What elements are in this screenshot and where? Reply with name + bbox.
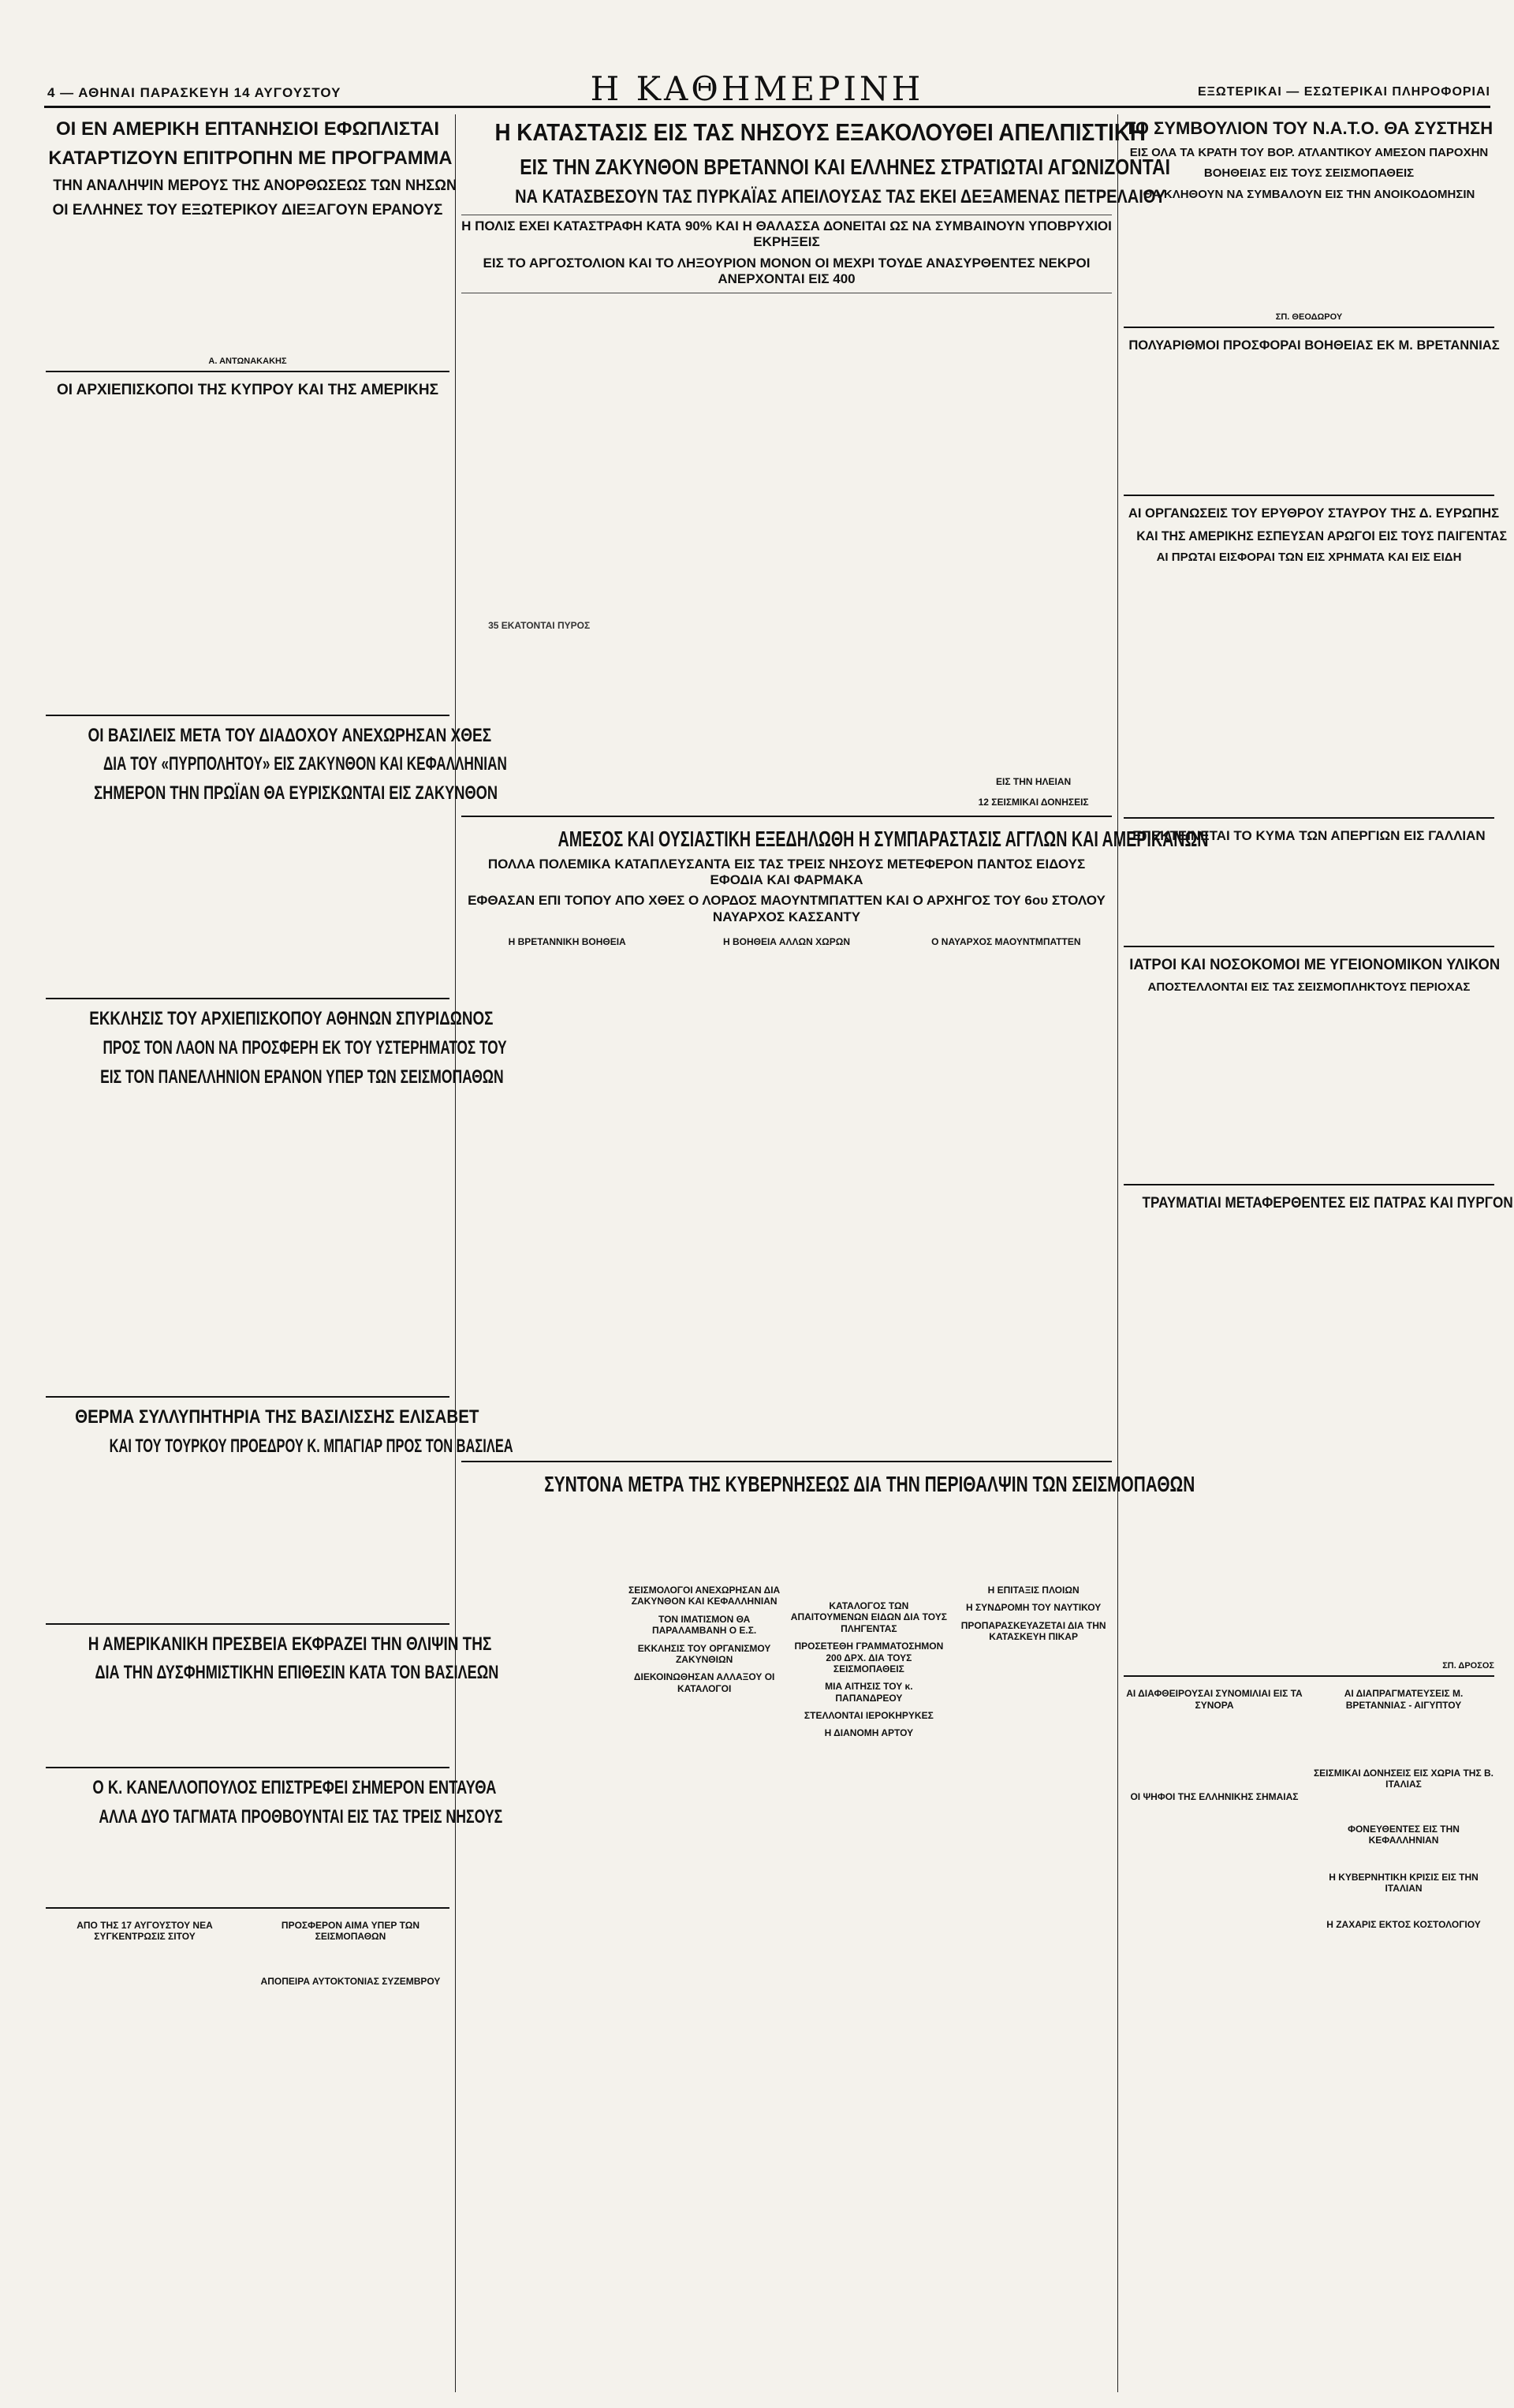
article-body (461, 1742, 1112, 1963)
section-rule (46, 371, 449, 372)
article-body (1313, 1934, 1494, 1950)
headline: Η ΑΜΕΡΙΚΑΝΙΚΗ ΠΡΕΣΒΕΙΑ ΕΚΦΡΑΖΕΙ ΤΗΝ ΘΛΙΨΙΝ ΤΗΣ (88, 1633, 492, 1655)
headline: ΑΠΟΣΤΕΛΛΟΝΤΑΙ ΕΙΣ ΤΑΣ ΣΕΙΣΜΟΠΛΗΚΤΟΥΣ ΠΕΡΙΟΧΑΣ (1147, 980, 1471, 995)
headline: ΟΙ ΕΝ ΑΜΕΡΙΚΗ ΕΠΤΑΝΗΣΙΟΙ ΕΦΩΠΛΙΣΤΑΙ (56, 118, 439, 140)
deck: ΕΦΘΑΣΑΝ ΕΠΙ ΤΟΠΟΥ ΑΠΟ ΧΘΕΣ Ο ΛΟΡΔΟΣ ΜΑΟΥΝΤΜΠΑΤΤΕΝ ΚΑΙ Ο ΑΡΧΗΓΟΣ ΤΟΥ 6ου ΣΤΟΛΟΥ ΝΑΥΑΡΧΟΣ ΚΑΣΣΑΝΤΥ (468, 893, 1106, 924)
subhead: ΕΙΣ ΤΗΝ ΗΛΕΙΑΝ (996, 775, 1072, 787)
section-rule (1124, 1675, 1494, 1677)
subhead: ΕΚΚΛΗΣΙΣ ΤΟΥ ΟΡΓΑΝΙΣΜΟΥ ΖΑΚΥΝΘΙΩΝ (637, 1642, 771, 1665)
masthead-date: 4 — ΑΘΗΝΑΙ ΠΑΡΑΣΚΕΥΗ 14 ΑΥΓΟΥΣΤΟΥ (47, 85, 341, 100)
article-body (46, 402, 449, 710)
headline: ΤΡΑΥΜΑΤΙΑΙ ΜΕΤΑΦΕΡΘΕΝΤΕΣ ΕΙΣ ΠΑΤΡΑΣ ΚΑΙ ΠΥΡΓΟΝ (1142, 1195, 1513, 1211)
headline: ΑΛΛΑ ΔΥΟ ΤΑΓΜΑΤΑ ΠΡΟΘΒΟΥΝΤΑΙ ΕΙΣ ΤΑΣ ΤΡΕΙΣ ΝΗΣΟΥΣ (99, 1806, 503, 1828)
headline: ΑΙ ΟΡΓΑΝΩΣΕΙΣ ΤΟΥ ΕΡΥΘΡΟΥ ΣΤΑΥΡΟΥ ΤΗΣ Δ. ΕΥΡΩΠΗΣ (1128, 506, 1500, 521)
article-body (46, 1092, 449, 1391)
headline: ΕΚΚΛΗΣΙΣ ΤΟΥ ΑΡΧΙΕΠΙΣΚΟΠΟΥ ΑΘΗΝΩΝ ΣΠΥΡΙΔΩΝΟΣ (89, 1008, 494, 1030)
headline: Η ΖΑΧΑΡΙΣ ΕΚΤΟΣ ΚΟΣΤΟΛΟΓΙΟΥ (1326, 1919, 1481, 1931)
subhead: ΚΑΤΑΛΟΓΟΣ ΤΩΝ ΑΠΑΙΤΟΥΜΕΝΩΝ ΕΙΔΩΝ ΔΙΑ ΤΟΥΣ ΠΛΗΓΕΝΤΑΣ (790, 1600, 947, 1634)
headline: ΠΡΟΣΦΕΡΟΝ ΑΙΜΑ ΥΠΕΡ ΤΩΝ ΣΕΙΣΜΟΠΑΘΩΝ (281, 1920, 420, 1943)
headline: ΦΟΝΕΥΘΕΝΤΕΣ ΕΙΣ ΤΗΝ ΚΕΦΑΛΛΗΝΙΑΝ (1348, 1823, 1460, 1846)
lead-subheadline: ΝΑ ΚΑΤΑΣΒΕΣΟΥΝ ΤΑΣ ΠΥΡΚΑΪΑΣ ΑΠΕΙΛΟΥΣΑΣ ΤΑΣ ΕΚΕΙ ΔΕΞΑΜΕΝΑΣ ΠΕΤΡΕΛΑΙΟΥ (515, 186, 1166, 208)
box-grain (46, 1913, 244, 2022)
middle-column (461, 114, 1209, 2392)
subheadline: ΤΗΝ ΑΝΑΛΗΨΙΝ ΜΕΡΟΥΣ ΤΗΣ ΑΝΟΡΘΩΣΕΩΣ ΤΩΝ ΝΗΣΩΝ (53, 177, 457, 194)
lead-headline: Η ΚΑΤΑΣΤΑΣΙΣ ΕΙΣ ΤΑΣ ΝΗΣΟΥΣ ΕΞΑΚΟΛΟΥΘΕΙ ΑΠΕΛΠΙΣΤΙΚΗ (494, 118, 1147, 146)
headline: ΤΟ ΣΥΜΒΟΥΛΙΟΝ ΤΟΥ Ν.Α.Τ.Ο. ΘΑ ΣΥΣΤΗΣΗ (1124, 118, 1493, 138)
article-body (252, 1990, 449, 2022)
headline: Ο Κ. ΚΑΝΕΛΛΟΠΟΥΛΟΣ ΕΠΙΣΤΡΕΦΕΙ ΣΗΜΕΡΟΝ ΕΝΤΑΥΘΑ (92, 1777, 497, 1799)
section-label: ΕΞΩΤΕΡΙΚΑΙ — ΕΣΩΤΕΡΙΚΑΙ ΠΛΗΡΟΦΟΡΙΑΙ (1197, 85, 1490, 99)
article-body (461, 297, 1112, 770)
subheadline: ΟΙ ΕΛΛΗΝΕΣ ΤΟΥ ΕΞΩΤΕΡΙΚΟΥ ΔΙΕΞΑΓΟΥΝ ΕΡΑΝΟΥΣ (52, 202, 443, 219)
headline: ΑΠΟ ΤΗΣ 17 ΑΥΓΟΥΣΤΟΥ ΝΕΑ ΣΥΓΚΕΝΤΡΩΣΙΣ ΣΙΤΟΥ (76, 1920, 213, 1943)
box-blood (252, 1913, 449, 2022)
section-rule (46, 715, 449, 716)
section-rule (46, 1907, 449, 1909)
subhead: Η ΕΠΙΤΑΞΙΣ ΠΛΟΙΩΝ (987, 1584, 1080, 1596)
headline: ΙΑΤΡΟΙ ΚΑΙ ΝΟΣΟΚΟΜΟΙ ΜΕ ΥΓΕΙΟΝΟΜΙΚΟΝ ΥΛΙΚΟΝ (1129, 956, 1501, 973)
article-body (1124, 205, 1494, 308)
masthead-rule (44, 106, 1490, 108)
newspaper-title: Η ΚΑΘΗΜΕΡΙΝΗ (590, 69, 924, 108)
headline: ΣΥΝΤΟΝΑ ΜΕΤΡΑ ΤΗΣ ΚΥΒΕΡΝΗΣΕΩΣ ΔΙΑ ΤΗΝ ΠΕΡΙΘΑΛΨΙΝ ΤΩΝ ΣΕΙΣΜΟΠΑΘΩΝ (544, 1471, 1195, 1496)
article-american-embassy (46, 1630, 499, 1763)
article-body (46, 1461, 449, 1618)
headline: ΕΠΕΚΤΕΙΝΕΤΑΙ ΤΟ ΚΥΜΑ ΤΩΝ ΑΠΕΡΓΙΩΝ ΕΙΣ ΓΑΛΛΙΑΝ (1132, 827, 1486, 843)
article-body (1124, 998, 1494, 1179)
lead-headline: ΕΙΣ ΤΗΝ ΖΑΚΥΝΘΟΝ ΒΡΕΤΑΝΝΟΙ ΚΑΙ ΕΛΛΗΝΕΣ ΣΤΡΑΤΙΩΤΑΙ ΑΓΩΝΙΖΟΝΤΑΙ (520, 154, 1171, 179)
subhead: ΠΡΟΣΕΤΕΘΗ ΓΡΑΜΜΑΤΟΣΗΜΟΝ 200 ΔΡΧ. ΔΙΑ ΤΟΥΣ ΣΕΙΣΜΟΠΑΘΕΙΣ (794, 1641, 944, 1674)
subhead: 35 ΕΚΑΤΟΝΤΑΙ ΠΥΡΟΣ (488, 619, 591, 631)
article-britain-offers (1124, 333, 1500, 490)
headline: ΚΑΙ ΤΟΥ ΤΟΥΡΚΟΥ ΠΡΟΕΔΡΟΥ Κ. ΜΠΑΓΙΑΡ ΠΡΟΣ ΤΟΝ ΒΑΣΙΛΕΑ (109, 1435, 513, 1457)
article-body (1124, 356, 1494, 490)
column-divider (455, 114, 456, 2392)
headline: ΟΙ ΒΑΣΙΛΕΙΣ ΜΕΤΑ ΤΟΥ ΔΙΑΔΟΧΟΥ ΑΝΕΧΩΡΗΣΑΝ ΧΘΕΣ (88, 724, 492, 746)
section-rule (1124, 495, 1494, 496)
article-nato (1124, 114, 1494, 322)
article-doctors (1124, 952, 1501, 1179)
section-rule (461, 1461, 1112, 1462)
article-condolences (46, 1402, 513, 1618)
headline: ΑΙ ΠΡΩΤΑΙ ΕΙΣΦΟΡΑΙ ΤΩΝ ΕΙΣ ΧΡΗΜΑΤΑ ΚΑΙ ΕΙΣ ΕΙΔΗ (1156, 551, 1462, 565)
byline: ΣΠ. ΘΕΟΔΩΡΟΥ (1275, 312, 1343, 323)
section-rule (1124, 327, 1494, 328)
subhead: Η ΔΙΑΝΟΜΗ ΑΡΤΟΥ (824, 1727, 914, 1739)
article-body (1313, 1850, 1494, 1865)
subhead: ΔΙΕΚΟΙΝΩΘΗΣΑΝ ΑΛΛΑΞΟΥ ΟΙ ΚΑΤΑΛΟΓΟΙ (633, 1671, 775, 1694)
headline: ΘΕΡΜΑ ΣΥΛΛΥΠΗΤΗΡΙΑ ΤΗΣ ΒΑΣΙΛΙΣΣΗΣ ΕΛΙΣΑΒΕΤ (75, 1406, 479, 1428)
headline: ΣΕΙΣΜΙΚΑΙ ΔΟΝΗΣΕΙΣ ΕΙΣ ΧΩΡΙΑ ΤΗΣ Β. ΙΤΑΛΙΑΣ (1313, 1768, 1494, 1790)
headline: ΚΑΙ ΤΗΣ ΑΜΕΡΙΚΗΣ ΕΣΠΕΥΣΑΝ ΑΡΩΓΟΙ ΕΙΣ ΤΟΥΣ ΠΑΙΓΕΝΤΑΣ (1136, 528, 1507, 544)
article-body (791, 1499, 948, 1594)
subheads-grid (461, 1499, 1112, 1742)
bottom-boxes (46, 1913, 449, 2022)
subhead: 12 ΣΕΙΣΜΙΚΑΙ ΔΟΝΗΣΕΙΣ (978, 796, 1089, 808)
section-rule (46, 1623, 449, 1625)
headline: ΚΑΤΑΡΤΙΖΟΥΝ ΕΠΙΤΡΟΠΗΝ ΜΕ ΠΡΟΓΡΑΜΜΑ (48, 147, 453, 169)
headline: ΑΙ ΔΙΑΦΘΕΙΡΟΥΣΑΙ ΣΥΝΟΜΙΛΙΑΙ ΕΙΣ ΤΑ ΣΥΝΟΡΑ (1126, 1688, 1303, 1711)
lead-subheads (461, 770, 1112, 790)
article-red-cross (1124, 501, 1507, 812)
article-body (46, 808, 449, 993)
headline: ΟΙ ΨΗΦΟΙ ΤΗΣ ΕΛΛΗΝΙΚΗΣ ΣΗΜΑΙΑΣ (1130, 1791, 1299, 1803)
headline: ΠΡΟΣ ΤΟΝ ΛΑΟΝ ΝΑ ΠΡΟΣΦΕΡΗ ΕΚ ΤΟΥ ΥΣΤΕΡΗΜΑΤΟΣ ΤΟΥ (103, 1037, 507, 1059)
section-rule (1124, 1184, 1494, 1185)
article-wounded (1124, 1190, 1513, 1671)
article-strikes-france (1124, 823, 1494, 941)
article-government-measures (461, 1467, 1195, 1963)
headline: ΑΙ ΔΙΑΠΡΑΓΜΑΤΕΥΣΕΙΣ Μ. ΒΡΕΤΑΝΝΙΑΣ - ΑΙΓΥΠΤΟΥ (1344, 1688, 1464, 1711)
article-body (46, 1687, 449, 1762)
article-kanellopoulos (46, 1773, 503, 1902)
article-body (461, 951, 1112, 1456)
article-body (461, 1499, 618, 1673)
article-body (1313, 1714, 1494, 1761)
article-body (1313, 1897, 1494, 1913)
column-divider (1117, 114, 1118, 2392)
headline: ΔΙΑ ΤΗΝ ΔΥΣΦΗΜΙΣΤΙΚΗΝ ΕΠΙΘΕΣΙΝ ΚΑΤΑ ΤΟΝ ΒΑΣΙΛΕΩΝ (95, 1662, 499, 1684)
article-body (1124, 846, 1494, 941)
subhead: ΣΤΕΛΛΟΝΤΑΙ ΙΕΡΟΚΗΡΥΚΕΣ (804, 1710, 934, 1722)
subhead: Η ΒΡΕΤΑΝΝΙΚΗ ΒΟΗΘΕΙΑ (508, 936, 626, 948)
article-body (626, 1499, 783, 1578)
article-body (1124, 1215, 1494, 1656)
section-rule (46, 1396, 449, 1398)
byline: Α. ΑΝΤΩΝΑΚΑΚΗΣ (208, 357, 287, 367)
article-body (46, 222, 449, 352)
section-rule (46, 1767, 449, 1768)
bottom-briefs (1124, 1682, 1494, 1950)
subhead: Η ΒΟΗΘΕΙΑ ΑΛΛΩΝ ΧΩΡΩΝ (722, 936, 851, 948)
article-allied-aid (461, 822, 1209, 1455)
lead-subheads (461, 790, 1112, 811)
headline: ΒΟΗΘΕΙΑΣ ΕΙΣ ΤΟΥΣ ΣΕΙΣΜΟΠΑΘΕΙΣ (1203, 166, 1415, 181)
subhead: ΜΙΑ ΑΙΤΗΣΙΣ ΤΟΥ κ. ΠΑΠΑΝΔΡΕΟΥ (825, 1681, 913, 1704)
article-kings-depart (46, 721, 507, 994)
headline: ΑΜΕΣΟΣ ΚΑΙ ΟΥΣΙΑΣΤΙΚΗ ΕΞΕΔΗΛΩΘΗ Η ΣΥΜΠΑΡΑΣΤΑΣΙΣ ΑΓΓΛΩΝ ΚΑΙ ΑΜΕΡΙΚΑΝΩΝ (557, 827, 1209, 852)
article-body (955, 1499, 1112, 1578)
subhead: ΣΕΙΣΜΟΛΟΓΟΙ ΑΝΕΧΩΡΗΣΑΝ ΔΙΑ ΖΑΚΥΝΘΟΝ ΚΑΙ ΚΕΦΑΛΛΗΝΙΑΝ (628, 1584, 781, 1607)
headline: ΕΙΣ ΤΟΝ ΠΑΝΕΛΛΗΝΙΟΝ ΕΡΑΝΟΝ ΥΠΕΡ ΤΩΝ ΣΕΙΣΜΟΠΑΘΩΝ (100, 1066, 504, 1088)
article-archbishops (46, 377, 449, 709)
deck: ΠΟΛΛΑ ΠΟΛΕΜΙΚΑ ΚΑΤΑΠΛΕΥΣΑΝΤΑ ΕΙΣ ΤΑΣ ΤΡΕΙΣ ΝΗΣΟΥΣ ΜΕΤΕΦΕΡΟΝ ΠΑΝΤΟΣ ΕΙΔΟΥΣ ΕΦΟΔΙΑ ΚΑΙ ΦΑΡΜΑΚΑ (487, 856, 1086, 888)
article-body (46, 1946, 244, 2017)
headline: ΘΑ ΚΛΗΘΟΥΝ ΝΑ ΣΥΜΒΑΛΟΥΝ ΕΙΣ ΤΗΝ ΑΝΟΙΚΟΔΟΜΗΣΙΝ (1143, 188, 1475, 202)
article-body (1124, 568, 1494, 812)
right-column (1124, 114, 1513, 2392)
headline: ΔΙΑ ΤΟΥ «ΠΥΡΠΟΛΗΤΟΥ» ΕΙΣ ΖΑΚΥΝΘΟΝ ΚΑΙ ΚΕΦΑΛΛΗΝΙΑΝ (103, 753, 507, 775)
headline: ΑΠΟΠΕΙΡΑ ΑΥΤΟΚΤΟΝΙΑΣ ΣΥΖΕΜΒΡΟΥ (260, 1975, 441, 1987)
subhead: Ο ΝΑΥΑΡΧΟΣ ΜΑΟΥΝΤΜΠΑΤΤΕΝ (931, 936, 1081, 948)
section-rule (1124, 946, 1494, 947)
article-body (1313, 1794, 1494, 1817)
lead-article (461, 114, 1171, 811)
headline: ΣΗΜΕΡΟΝ ΤΗΝ ΠΡΩΪΑΝ ΘΑ ΕΥΡΙΣΚΩΝΤΑΙ ΕΙΣ ΖΑΚΥΝΘΟΝ (94, 782, 498, 805)
article-epirotes (46, 114, 457, 367)
article-body (1124, 1805, 1305, 1892)
article-body (46, 1831, 449, 1902)
lead-deck: Η ΠΟΛΙΣ ΕΧΕΙ ΚΑΤΑΣΤΡΑΦΗ ΚΑΤΑ 90% ΚΑΙ Η ΘΑΛΑΣΣΑ ΔΟΝΕΙΤΑΙ ΩΣ ΝΑ ΣΥΜΒΑΙΝΟΥΝ ΥΠΟΒΡΥΧΙΟΙ ΕΚΡΗΞΕΙΣ (461, 218, 1112, 250)
byline: ΣΠ. ΔΡΟΣΟΣ (1442, 1661, 1494, 1671)
lead-deck: ΕΙΣ ΤΟ ΑΡΓΟΣΤΟΛΙΟΝ ΚΑΙ ΤΟ ΛΗΞΟΥΡΙΟΝ ΜΟΝΟΝ ΟΙ ΜΕΧΡΙ ΤΟΥΔΕ ΑΝΑΣΥΡΘΕΝΤΕΣ ΝΕΚΡΟΙ ΑΝΕΡΧΟΝΤΑΙ ΕΙΣ 400 (483, 255, 1091, 287)
subheads-row (461, 930, 1112, 950)
section-rule (461, 816, 1112, 817)
headline: ΕΙΣ ΟΛΑ ΤΑ ΚΡΑΤΗ ΤΟΥ ΒΟΡ. ΑΤΛΑΝΤΙΚΟΥ ΑΜΕΣΟΝ ΠΑΡΟΧΗΝ (1129, 145, 1489, 159)
headline: Η ΚΥΒΕΡΝΗΤΙΚΗ ΚΡΙΣΙΣ ΕΙΣ ΤΗΝ ΙΤΑΛΙΑΝ (1329, 1871, 1479, 1894)
article-body (252, 1946, 449, 1969)
subhead: Η ΣΥΝΔΡΟΜΗ ΤΟΥ ΝΑΥΤΙΚΟΥ (965, 1602, 1102, 1614)
article-body (1124, 1714, 1305, 1785)
section-rule (1124, 817, 1494, 819)
masthead (0, 0, 1514, 108)
left-column (46, 114, 513, 2392)
section-rule (46, 998, 449, 999)
subhead: ΤΟΝ ΙΜΑΤΙΣΜΟΝ ΘΑ ΠΑΡΑΛΑΜΒΑΝΗ Ο Ε.Σ. (651, 1613, 757, 1637)
headline: ΟΙ ΑΡΧΙΕΠΙΣΚΟΠΟΙ ΤΗΣ ΚΥΠΡΟΥ ΚΑΙ ΤΗΣ ΑΜΕΡΙΚΗΣ (56, 382, 439, 399)
headline: ΠΟΛΥΑΡΙΘΜΟΙ ΠΡΟΣΦΟΡΑΙ ΒΟΗΘΕΙΑΣ ΕΚ Μ. ΒΡΕΤΑΝΝΙΑΣ (1128, 338, 1500, 353)
article-appeal-archbishop (46, 1004, 507, 1391)
subhead: ΠΡΟΠΑΡΑΣΚΕΥΑΖΕΤΑΙ ΔΙΑ ΤΗΝ ΚΑΤΑΣΚΕΥΗ ΠΙΚΑΡ (960, 1619, 1106, 1643)
